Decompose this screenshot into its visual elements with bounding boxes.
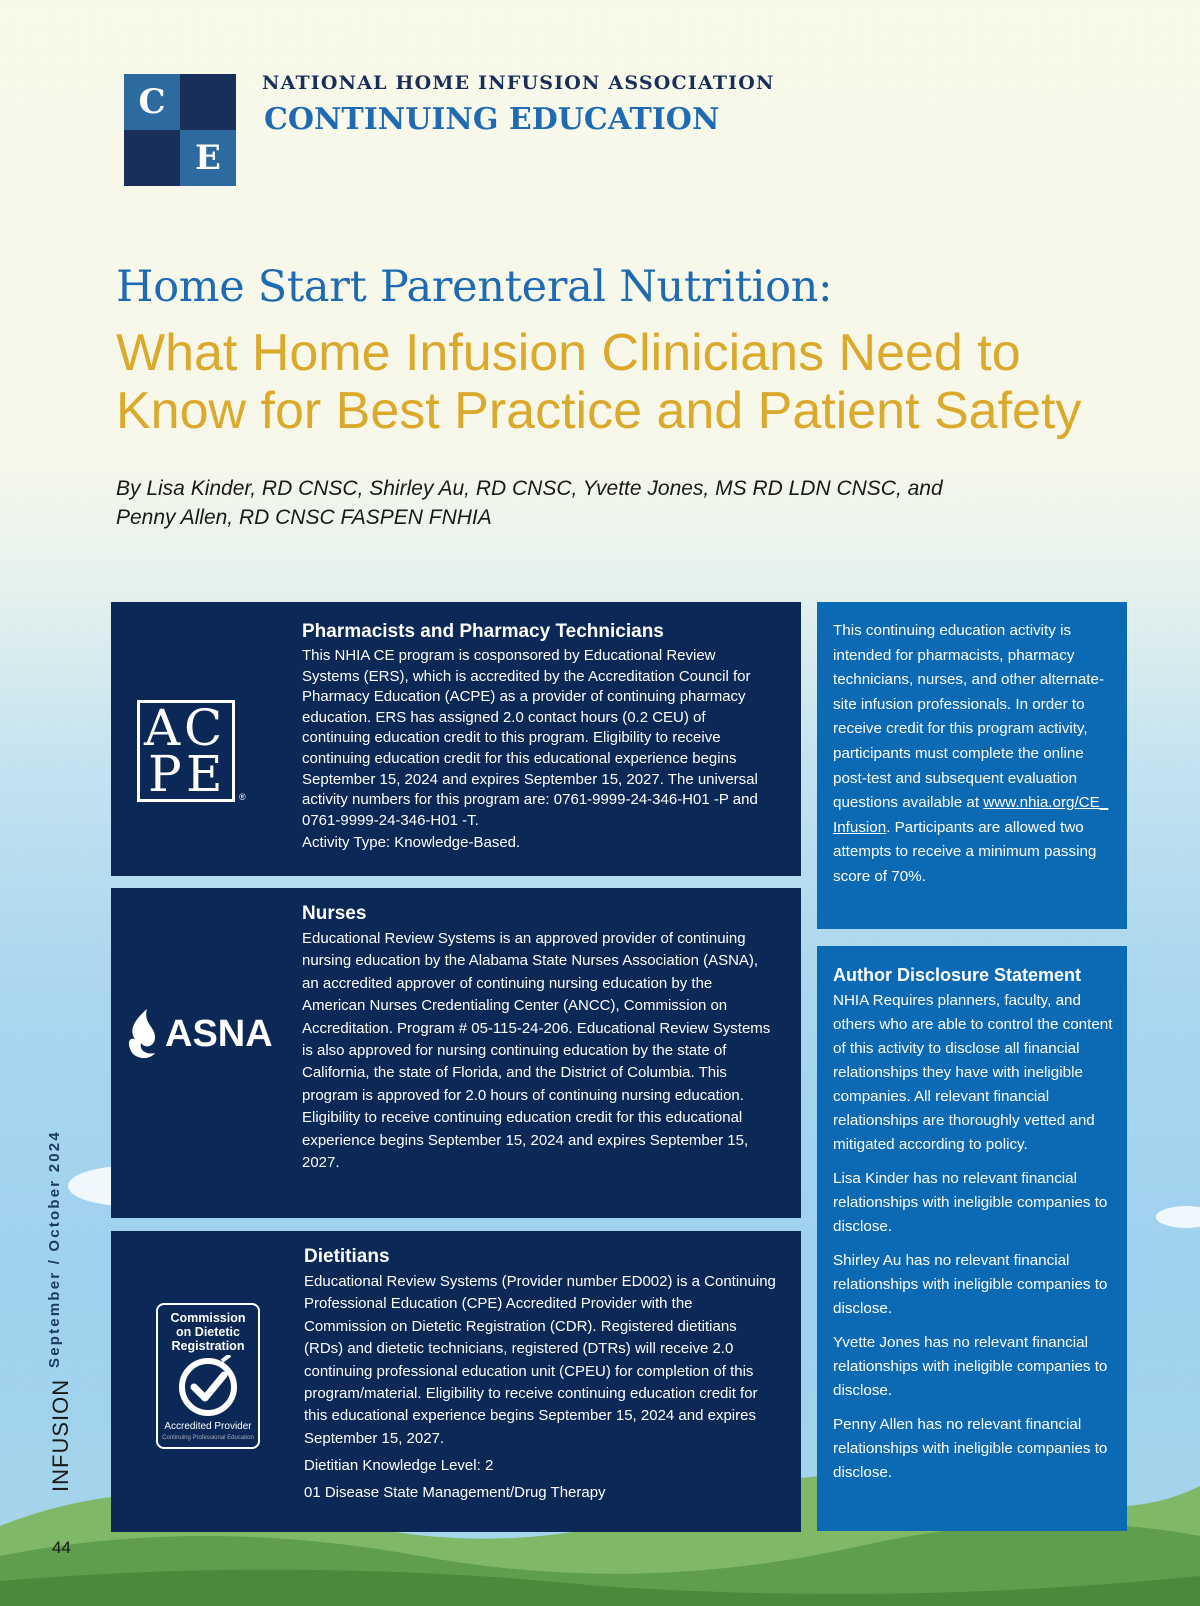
nurses-body: Educational Review Systems is an approved provider of continuing nursing education by the Alabama State Nurses Association (ASNA), an accredited approver of continuing nursing education by the American Nurses Credentialing Center (ANCC), Commission on Accreditation. Program # 05-115-24-206. Educational Review Systems is also approved for nursing continuing education by the state of California, the state of Florida, and the District of Columbia. This program is approved for 2.0 hours of continuing nursing education. Eligibility to receive continuing education credit for this educational experience begins September 15, 2024 and expires September 15, 2027. [302,930,771,1172]
dietitians-text [304,1245,779,1503]
acpe-letter-a: A [144,699,181,757]
disclosure-paragraph: Shirley Au has no relevant financial relationships with ineligible companies to disclose. [833,1252,1108,1317]
category: 01 Disease State Management/Drug Therapy [304,1483,606,1501]
acpe-letter-p: P [148,745,182,803]
pharmacists-box [111,602,801,876]
pharmacists-body: This NHIA CE program is cosponsored by Educational Review Systems (ERS), which is accredited by the Accreditation Council for Pharmacy Education (ACPE) as a provider of continuing pharmacy education. ERS has assigned 2.0 contact hours (0.2 CEU) of continuing education credit to this program. Eligibility to receive continuing education credit for this educational experience begins September 15, 2024 and expires September 15, 2027. The universal activity numbers for this program are: 0761-9999-24-346-H01 -P and 0761-9999-24-346-H01 -T. [302,647,758,829]
dietitians-box [111,1231,801,1532]
section-name: CONTINUING EDUCATION [264,102,720,137]
article-authors [116,474,1016,532]
dietitians-heading: Dietitians [304,1246,390,1267]
nurses-heading: Nurses [302,903,367,924]
nurses-body-wrap [302,928,777,1174]
cdr-logo-line2: on Dietetic [176,1325,240,1339]
cdr-logo-title [158,1311,258,1353]
article-subtitle: What Home Infusion Clinicians Need to Know for Best Practice and Patient Safety [116,324,1082,440]
cdr-logo-badge: Accredited Provider [164,1421,252,1432]
authors-line-2: Penny Allen, RD CNSC FASPEN FNHIA [116,506,492,529]
disclosure-heading: Author Disclosure Statement [833,965,1082,985]
pharmacists-body-wrap [302,646,777,854]
knowledge-level: Dietitian Knowledge Level: 2 [304,1457,494,1475]
disclosure-paragraph: Yvette Jones has no relevant financial relationships with ineligible companies to disclose. [833,1334,1108,1399]
issue-date: September / October 2024 [46,1130,63,1368]
dietitians-body-wrap [304,1271,779,1503]
cloud [1156,1206,1200,1228]
org-name: NATIONAL HOME INFUSION ASSOCIATION [262,72,775,94]
nurses-text [302,902,777,1174]
page-number: 44 [52,1538,71,1557]
nurses-box [111,888,801,1218]
cdr-logo-line3: Registration [171,1339,245,1353]
acpe-letter-c: C [184,699,223,757]
activity-type: Activity Type: Knowledge-Based. [302,834,521,852]
intro-text-end: . Participants are allowed two attempts to receive a minimum passing score of 70%. [833,818,1097,885]
checkmark-icon [176,1355,240,1419]
registered-mark: ® [239,792,246,802]
pharmacists-text [302,620,777,854]
article-title: Home Start Parenteral Nutrition: [116,262,833,312]
flame-icon [125,1007,163,1061]
disclosure-paragraph: Lisa Kinder has no relevant financial relationships with ineligible companies to disclose. [833,1170,1108,1235]
ce-logo [124,74,236,186]
asna-logo-text: ASNA [165,1012,273,1055]
cdr-logo-line1: Commission [170,1311,246,1325]
intro-box [817,602,1127,929]
logo-block [180,74,236,130]
logo-block [124,130,180,186]
disclosure-box [817,946,1127,1531]
dietitians-body: Educational Review Systems (Provider number ED002) is a Continuing Professional Education (CPE) Accredited Provider with the Commission on Dietetic Registration (CDR). Registered dietitians (RDs) and dietetic technicians, registered (DTRs) will receive 2.0 continuing professional education unit (CPEU) for completion of this program/material. Eligibility to receive continuing education credit for this educational experience begins September 15, 2024 and expires September 15, 2027. [304,1273,776,1447]
pharmacists-heading: Pharmacists and Pharmacy Technicians [302,621,664,642]
acpe-logo [137,700,235,802]
disclosure-paragraph: NHIA Requires planners, faculty, and others who are able to control the content of this activity to disclose all financial relationships they have with ineligible companies. All relevant financial relationships are thoroughly vetted and mitigated according to policy. [833,992,1113,1153]
disclosure-body [833,989,1115,1485]
cdr-logo [156,1303,260,1449]
acpe-letter-e: E [186,745,223,803]
disclosure-paragraph: Penny Allen has no relevant financial relationships with ineligible companies to disclose. [833,1416,1108,1481]
magazine-logo: INFUSION [48,1378,73,1492]
ce-link[interactable]: www.nhia.org/CE_ Infusion [833,794,1109,836]
logo-letter-e: E [180,130,236,186]
authors-line-1: By Lisa Kinder, RD CNSC, Shirley Au, RD CNSC, Yvette Jones, MS RD LDN CNSC, and [116,477,943,500]
intro-text: This continuing education activity is intended for pharmacists, pharmacy technicians, nurses, and other alternate-site infusion professionals. In order to receive credit for this program activity, participants must complete the online post-test and subsequent evaluation questions available at [833,622,1105,812]
asna-logo [125,1004,285,1064]
cdr-logo-small: Continuing Professional Education [162,1435,254,1441]
logo-letter-c: C [124,74,180,130]
